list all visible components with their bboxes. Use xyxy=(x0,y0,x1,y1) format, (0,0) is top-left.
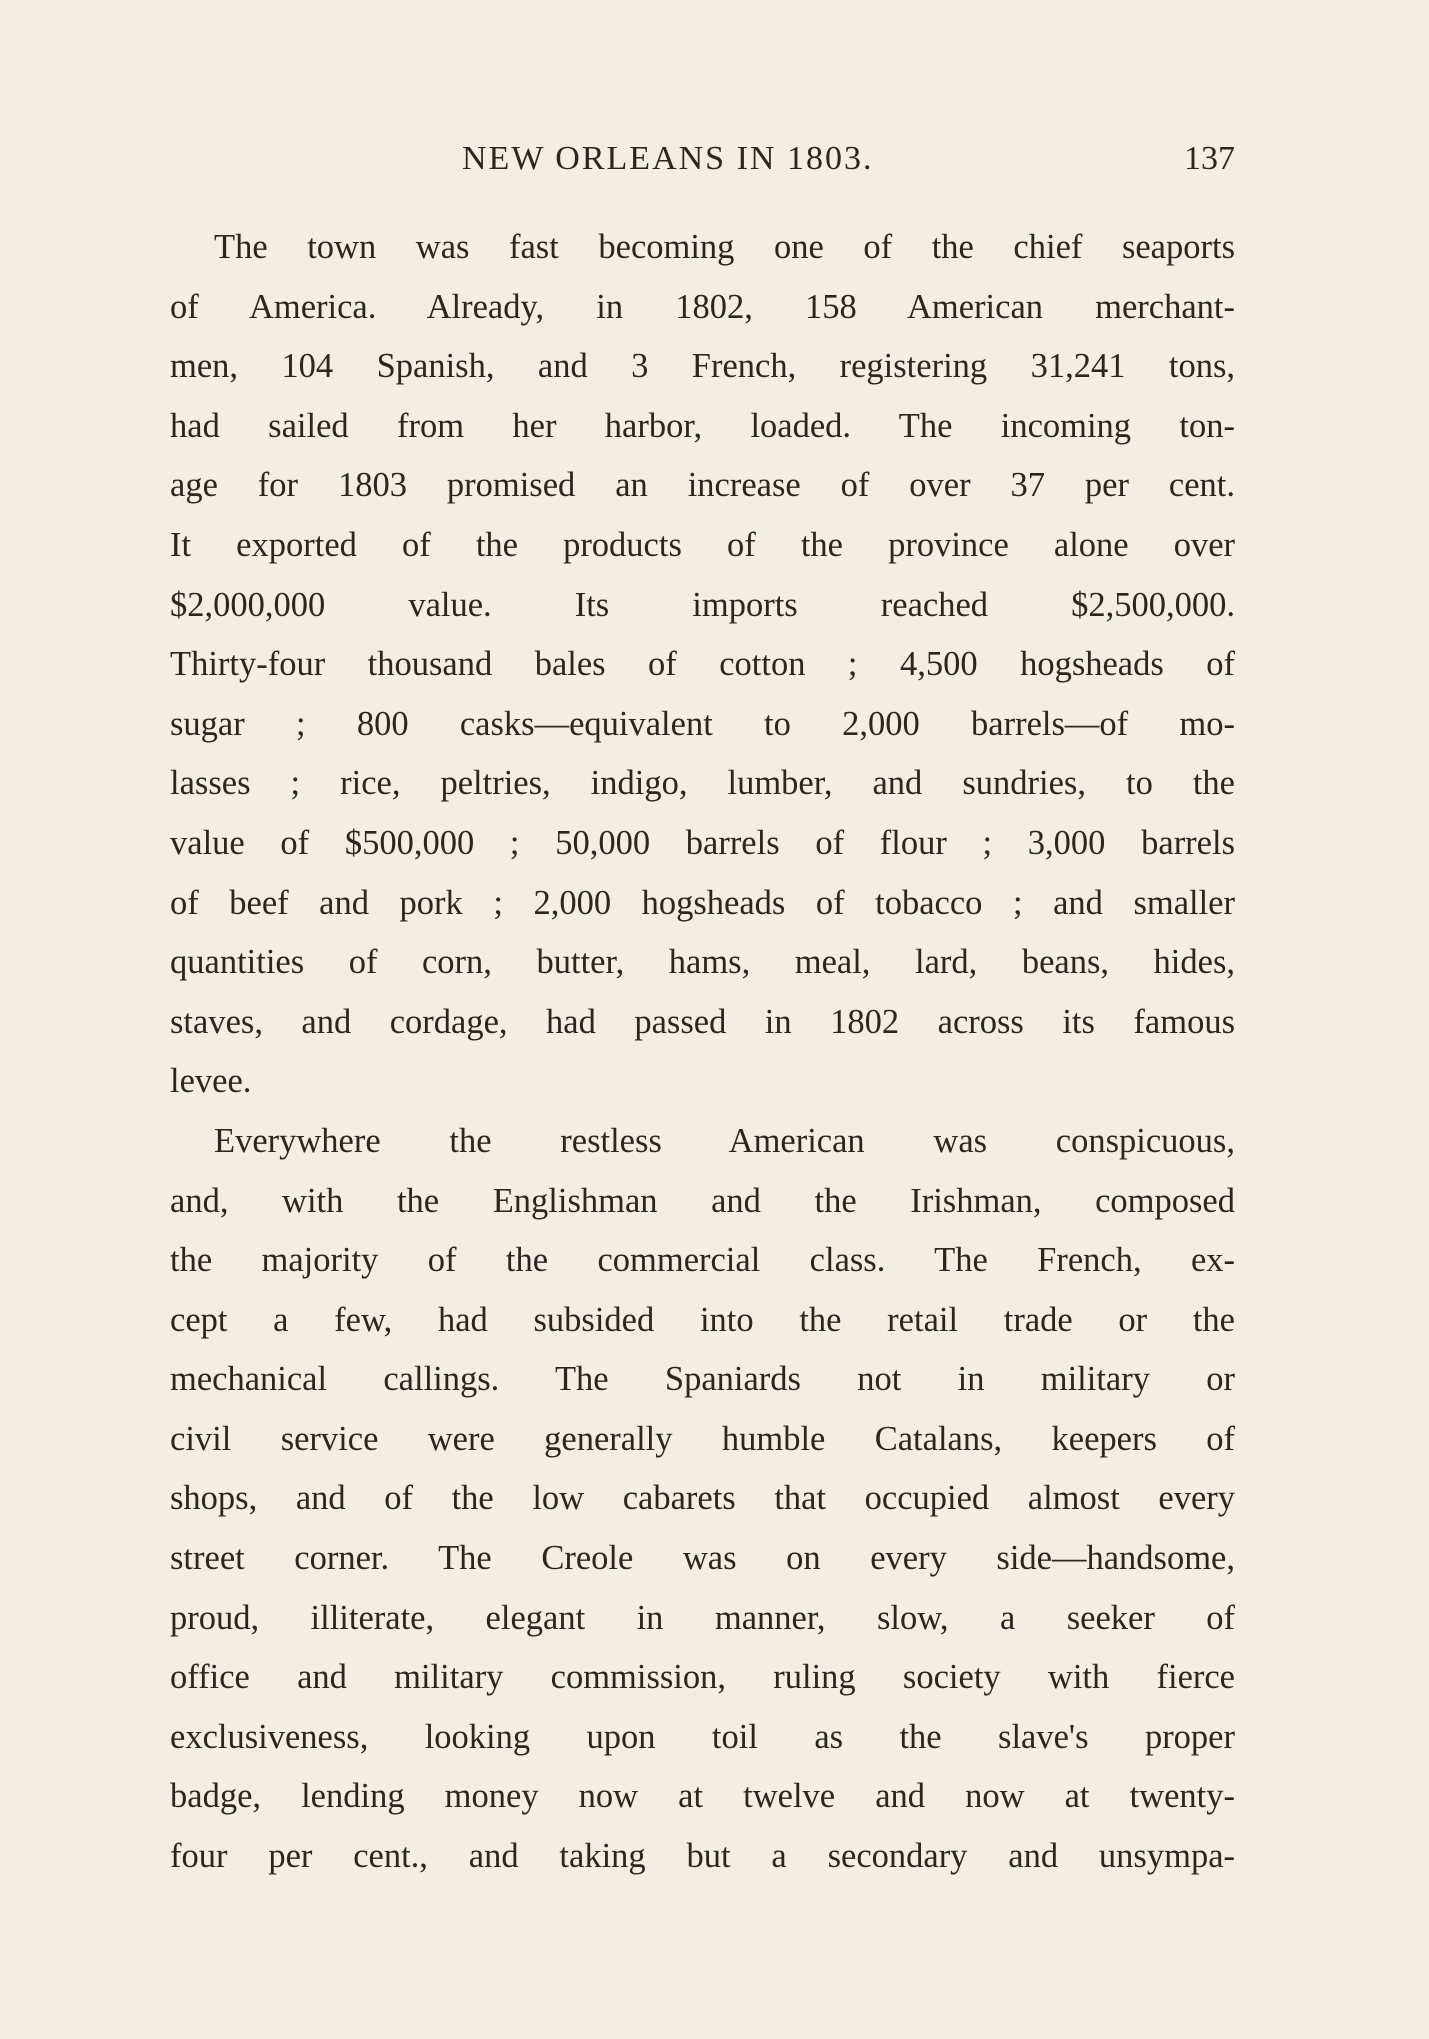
text-line: mechanical callings. The Spaniards not in military or xyxy=(170,1360,1235,1399)
text-line: the majority of the commercial class. The French, ex- xyxy=(170,1241,1235,1280)
text-line: office and military commission, ruling society with fierce xyxy=(170,1658,1235,1697)
text-line: had sailed from her harbor, loaded. The incoming ton- xyxy=(170,406,1235,445)
text-line: lasses ; rice, peltries, indigo, lumber, and sundries, to the xyxy=(170,764,1235,803)
text-line: The town was fast becoming one of the chief seaports xyxy=(214,228,1235,266)
body-text xyxy=(170,218,1235,1887)
text-line: badge, lending money now at twelve and now at twenty- xyxy=(170,1777,1235,1816)
text-line: exclusiveness, looking upon toil as the slave's proper xyxy=(170,1717,1235,1756)
text-line: It exported of the products of the province alone over xyxy=(170,525,1235,564)
text-line: levee. xyxy=(170,1062,252,1101)
paragraph-1 xyxy=(170,218,1235,1112)
text-line: of America. Already, in 1802, 158 American merchant- xyxy=(170,287,1235,326)
text-line: men, 104 Spanish, and 3 French, registering 31,241 tons, xyxy=(170,347,1235,386)
running-head: NEW ORLEANS IN 1803. xyxy=(462,140,874,177)
text-line: shops, and of the low cabarets that occupied almost every xyxy=(170,1479,1235,1518)
text-line: quantities of corn, butter, hams, meal, lard, beans, hides, xyxy=(170,943,1235,982)
text-line: of beef and pork ; 2,000 hogsheads of tobacco ; and smaller xyxy=(170,883,1235,922)
text-line: proud, illiterate, elegant in manner, slow, a seeker of xyxy=(170,1598,1235,1637)
text-line: sugar ; 800 casks—equivalent to 2,000 barrels—of mo- xyxy=(170,704,1235,743)
page-header xyxy=(170,134,1235,184)
text-line: and, with the Englishman and the Irishman, composed xyxy=(170,1181,1235,1220)
text-line: civil service were generally humble Catalans, keepers of xyxy=(170,1419,1235,1458)
text-line: age for 1803 promised an increase of over 37 per cent. xyxy=(170,466,1235,505)
text-line: $2,000,000 value. Its imports reached $2,500,000. xyxy=(170,585,1235,624)
text-line: value of $500,000 ; 50,000 barrels of flour ; 3,000 barrels xyxy=(170,823,1235,862)
paragraph-2 xyxy=(170,1112,1235,1887)
text-line: cept a few, had subsided into the retail trade or the xyxy=(170,1300,1235,1339)
text-line: Thirty-four thousand bales of cotton ; 4,500 hogsheads of xyxy=(170,645,1235,684)
text-line: street corner. The Creole was on every side—handsome, xyxy=(170,1539,1235,1578)
text-line: Everywhere the restless American was conspicuous, xyxy=(214,1121,1235,1160)
page-number: 137 xyxy=(1184,140,1235,177)
text-line: four per cent., and taking but a secondary and unsympa- xyxy=(170,1837,1235,1876)
text-line: staves, and cordage, had passed in 1802 across its famous xyxy=(170,1002,1235,1041)
